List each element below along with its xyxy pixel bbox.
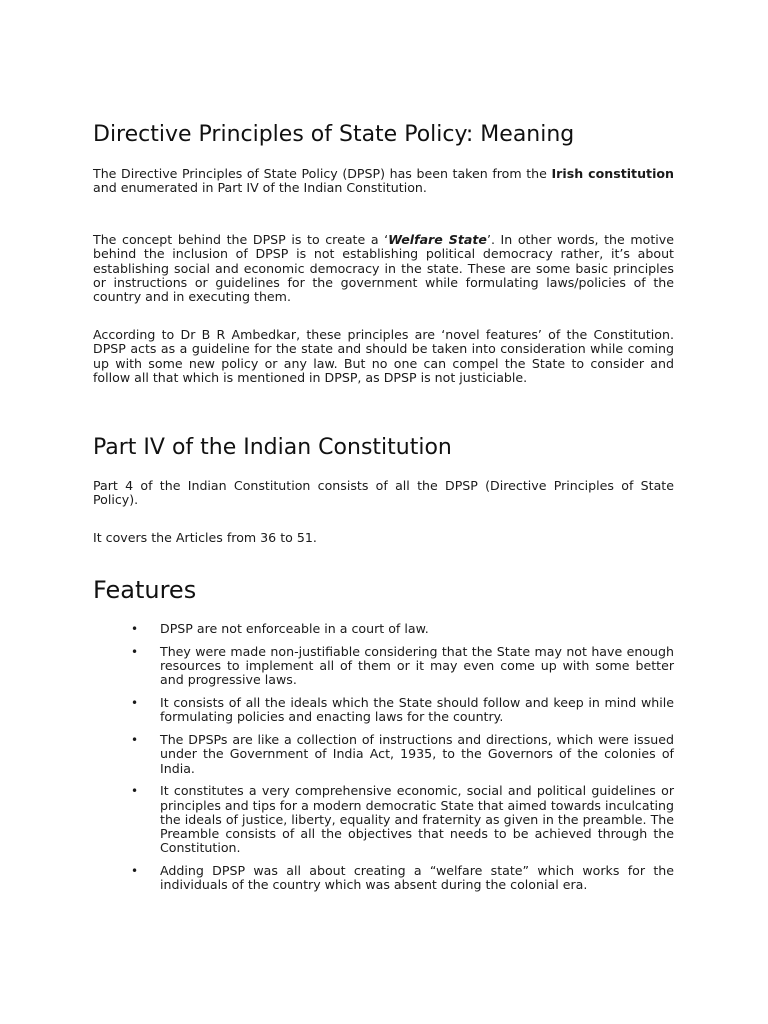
list-item [131, 696, 674, 725]
bullet-icon: • [131, 695, 139, 710]
list-item [131, 784, 674, 855]
heading-dpsp-meaning: Directive Principles of State Policy: Meaning [93, 122, 575, 147]
paragraph-ambedkar: According to Dr B R Ambedkar, these principles are ‘novel features’ of the Constitution. DPSP acts as a guideline for the state and should be taken into consideration while coming up with some new policy or any law. But no one can compel the State to consider and follow all that which is mentioned in DPSP, as DPSP is not justiciable. [93, 327, 674, 385]
list-item-text: It constitutes a very comprehensive economic, social and political guidelines or principles and tips for a modern democratic State that aimed towards inculcating the ideals of justice, liberty, equality and fraternity as given in the preamble. The Preamble consists of all the objectives that needs to be achieved through the Constitution. [160, 783, 674, 856]
text-welfare-start: The concept behind the DPSP is to create a ‘ [93, 232, 389, 247]
list-item-text: It consists of all the ideals which the State should follow and keep in mind while formulating policies and enacting laws for the country. [160, 694, 674, 725]
text-irish-constitution: Irish constitution [551, 166, 675, 181]
list-item-text: DPSP are not enforceable in a court of law. [160, 621, 429, 636]
paragraph-articles-range: It covers the Articles from 36 to 51. [93, 530, 317, 545]
list-item-text: Adding DPSP was all about creating a “welfare state” which works for the individuals of the country which was absent during the colonial era. [160, 863, 674, 893]
heading-features: Features [93, 576, 197, 604]
text-origin-start: The Directive Principles of State Policy (DPSP) has been taken from the [93, 166, 552, 181]
paragraph-part4-content: Part 4 of the Indian Constitution consists of all the DPSP (Directive Principles of State Policy). [93, 478, 674, 508]
heading-part-iv: Part IV of the Indian Constitution [93, 435, 452, 460]
bullet-icon: • [131, 784, 139, 799]
list-item [131, 733, 674, 776]
bullet-icon: • [131, 732, 139, 747]
features-list [131, 622, 674, 901]
list-item [131, 864, 674, 893]
paragraph-welfare-state [93, 233, 674, 304]
bullet-icon: • [131, 864, 139, 879]
list-item [131, 622, 674, 636]
bullet-icon: • [131, 622, 139, 636]
text-welfare-end: ’. In other words, the motive behind the inclusion of DPSP is not establishing political democracy rather, it’s about establishing social and economic democracy in the state. These are some basic principles or instructions or guidelines for the government while formulating laws/policies of the country and in executing them. [93, 232, 674, 305]
bullet-icon: • [131, 644, 139, 659]
text-origin-end: and enumerated in Part IV of the Indian Constitution. [93, 180, 427, 196]
list-item-text: They were made non-justifiable considering that the State may not have enough resources to implement all of them or it may even come up with some better and progressive laws. [160, 643, 674, 688]
list-item-text: The DPSPs are like a collection of instructions and directions, which were issued under the Government of India Act, 1935, to the Governors of the colonies of India. [160, 731, 674, 776]
list-item [131, 645, 674, 688]
text-welfare-state: Welfare State [388, 232, 487, 247]
paragraph-dpsp-origin [93, 167, 674, 196]
